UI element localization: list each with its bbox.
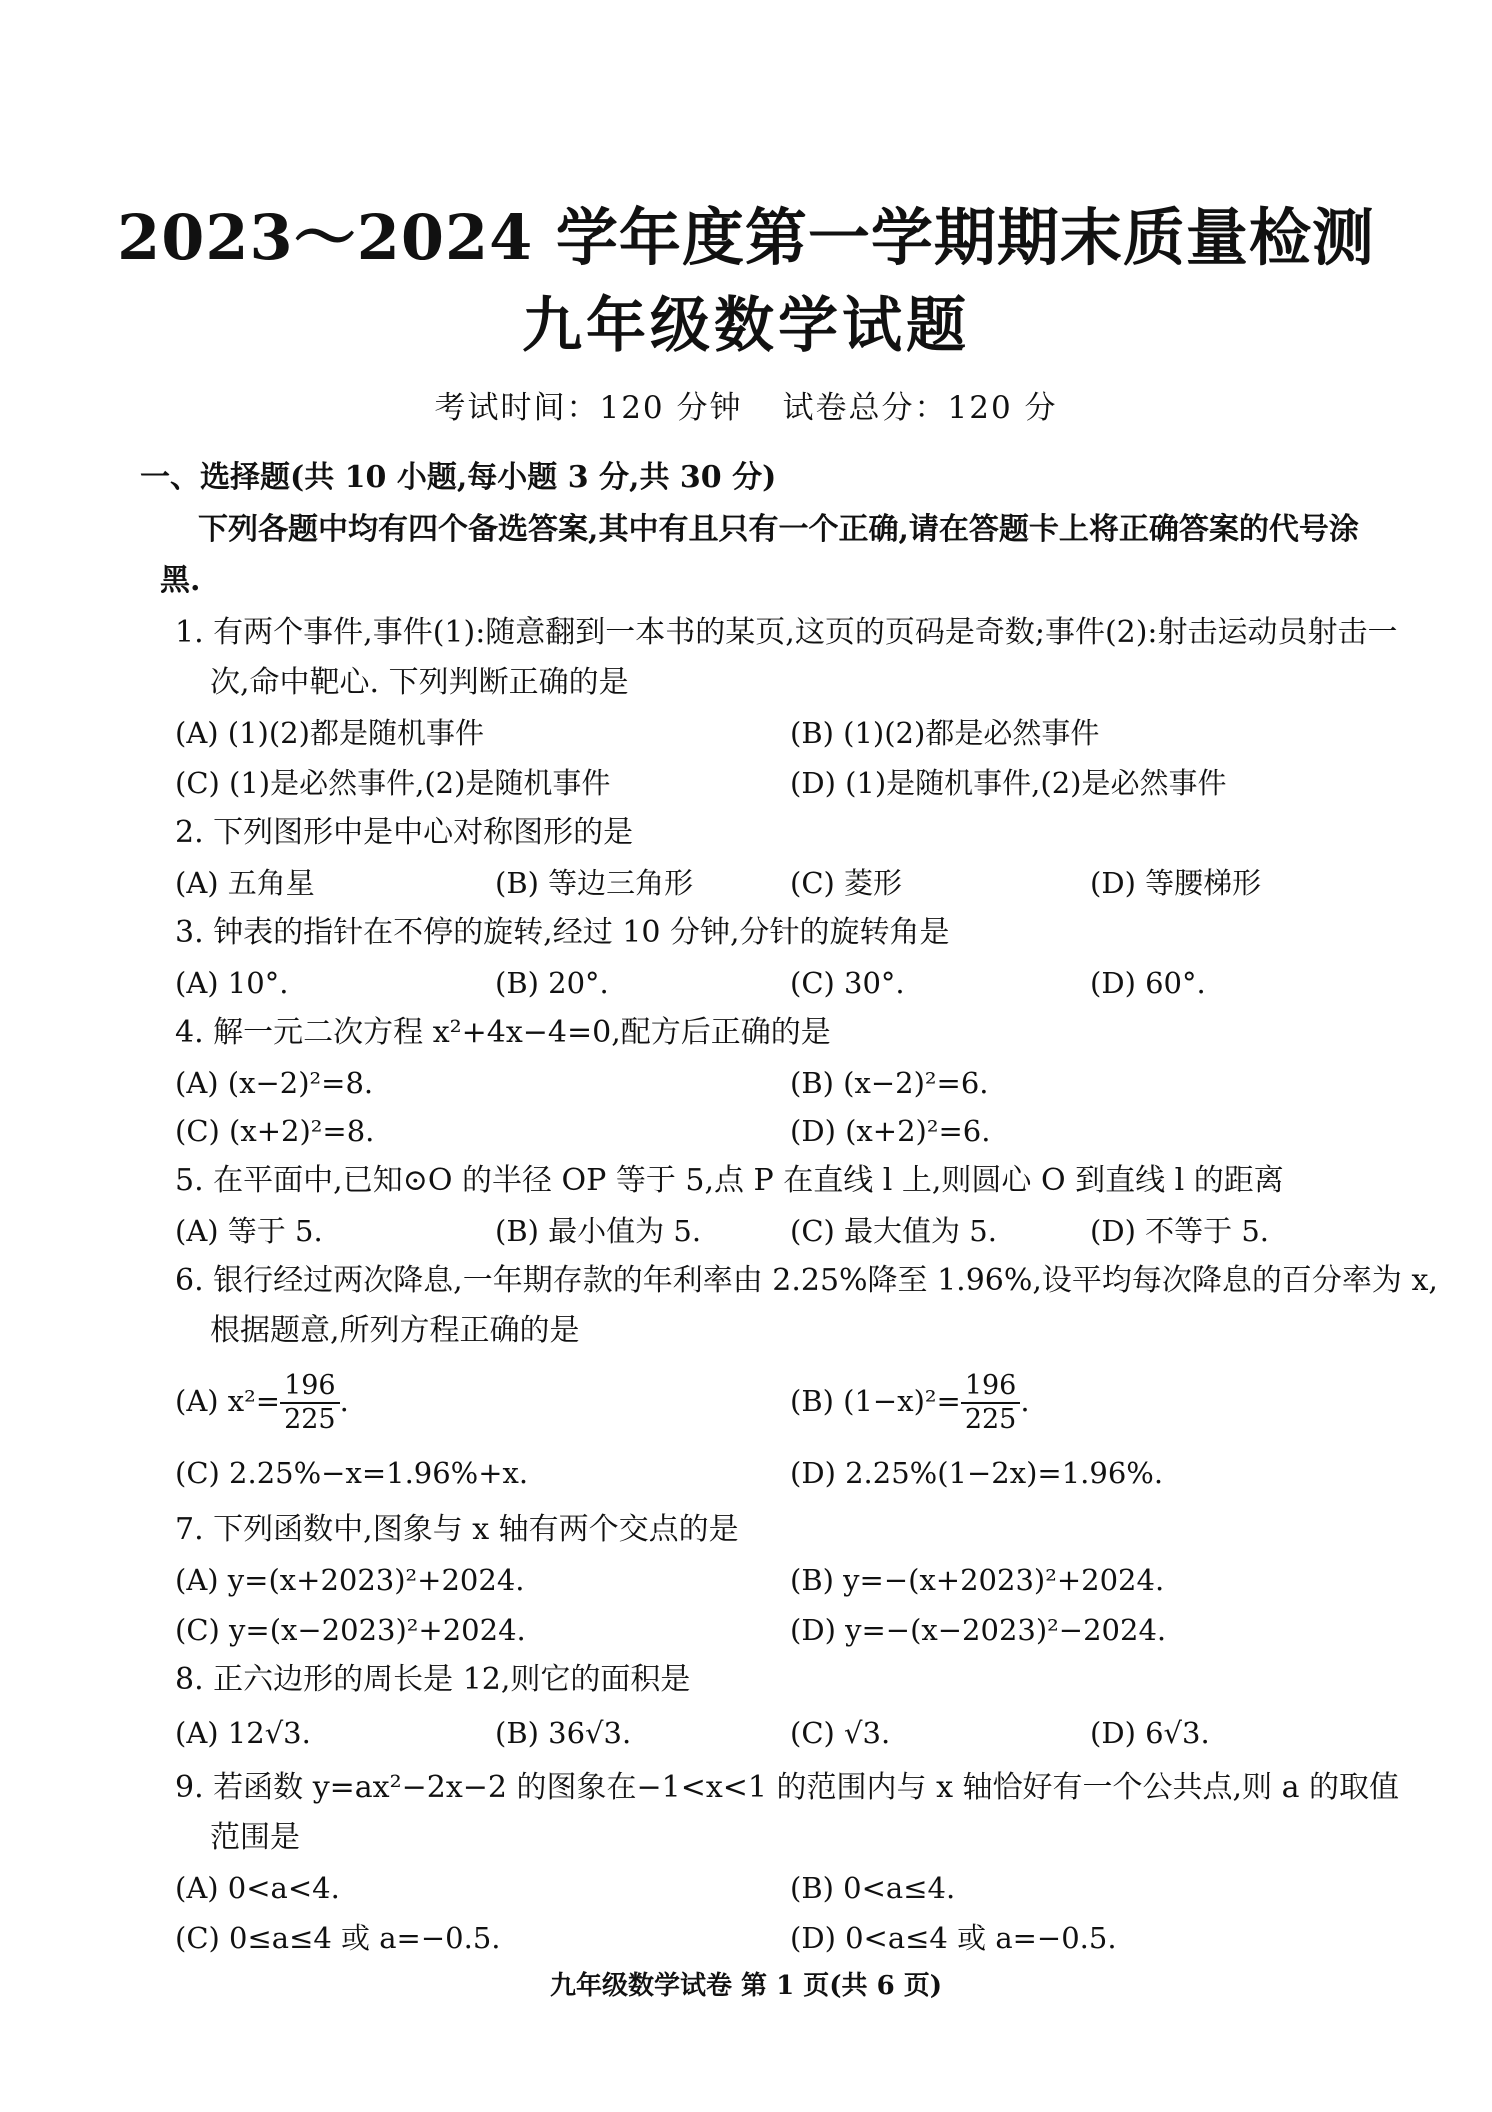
question-2-stem: 2. 下列图形中是中心对称图形的是 bbox=[175, 815, 634, 850]
question-6-stem-line1: 6. 银行经过两次降息,一年期存款的年利率由 2.25%降至 1.96%,设平均每次降息的百分率为 x, bbox=[175, 1263, 1438, 1298]
question-6-option-d: (D) 2.25%(1−2x)=1.96%. bbox=[790, 1456, 1164, 1490]
fraction-numerator: 196 bbox=[280, 1370, 340, 1404]
question-4-option-d: (D) (x+2)²=6. bbox=[790, 1114, 991, 1148]
question-5-option-d: (D) 不等于 5. bbox=[1090, 1214, 1269, 1248]
question-3-option-a: (A) 10°. bbox=[175, 966, 289, 1000]
section-instruction-line1: 下列各题中均有四个备选答案,其中有且只有一个正确,请在答题卡上将正确答案的代号涂 bbox=[198, 512, 1359, 547]
question-1-option-c: (C) (1)是必然事件,(2)是随机事件 bbox=[175, 766, 611, 800]
question-8-option-d: (D) 6√3. bbox=[1090, 1716, 1210, 1750]
question-2-option-d: (D) 等腰梯形 bbox=[1090, 866, 1262, 900]
fraction-end: . bbox=[1020, 1384, 1030, 1418]
question-5-option-c: (C) 最大值为 5. bbox=[790, 1214, 997, 1248]
question-8-option-c: (C) √3. bbox=[790, 1716, 891, 1750]
question-1-stem-line1: 1. 有两个事件,事件(1):随意翻到一本书的某页,这页的页码是奇数;事件(2):射击运动员射击一 bbox=[175, 615, 1398, 650]
section-heading: 一、选择题(共 10 小题,每小题 3 分,共 30 分) bbox=[140, 460, 777, 495]
question-7-stem: 7. 下列函数中,图象与 x 轴有两个交点的是 bbox=[175, 1512, 739, 1547]
question-1-stem-line2: 次,命中靶心. 下列判断正确的是 bbox=[210, 665, 629, 700]
fraction bbox=[280, 1370, 340, 1436]
fraction-end: . bbox=[339, 1384, 349, 1418]
question-6-stem-line2: 根据题意,所列方程正确的是 bbox=[210, 1313, 580, 1348]
question-1-option-d: (D) (1)是随机事件,(2)是必然事件 bbox=[790, 766, 1227, 800]
question-1-option-b: (B) (1)(2)都是必然事件 bbox=[790, 716, 1100, 750]
question-6-option-a bbox=[175, 1370, 349, 1436]
question-7-option-d: (D) y=−(x−2023)²−2024. bbox=[790, 1613, 1167, 1647]
question-5-stem: 5. 在平面中,已知⊙O 的半径 OP 等于 5,点 P 在直线 l 上,则圆心 O 到直线 l 的距离 bbox=[175, 1163, 1284, 1198]
question-3-option-d: (D) 60°. bbox=[1090, 966, 1206, 1000]
question-7-option-c: (C) y=(x−2023)²+2024. bbox=[175, 1613, 526, 1647]
question-7-option-b: (B) y=−(x+2023)²+2024. bbox=[790, 1563, 1165, 1597]
question-6-option-b bbox=[790, 1370, 1030, 1436]
question-8-option-b: (B) 36√3. bbox=[495, 1716, 632, 1750]
question-5-option-a: (A) 等于 5. bbox=[175, 1214, 323, 1248]
question-1-option-a: (A) (1)(2)都是随机事件 bbox=[175, 716, 484, 750]
total-score: 试卷总分：120 分 bbox=[782, 390, 1058, 426]
question-9-stem-line2: 范围是 bbox=[210, 1820, 300, 1855]
question-9-option-b: (B) 0<a≤4. bbox=[790, 1871, 956, 1905]
question-6-option-a-prefix: (A) x²= bbox=[175, 1384, 281, 1418]
exam-time: 考试时间：120 分钟 bbox=[434, 390, 743, 426]
question-6-option-b-prefix: (B) (1−x)²= bbox=[790, 1384, 961, 1418]
question-8-option-a: (A) 12√3. bbox=[175, 1716, 311, 1750]
fraction bbox=[961, 1370, 1021, 1436]
question-2-option-c: (C) 菱形 bbox=[790, 866, 903, 900]
page-footer: 九年级数学试卷 第 1 页(共 6 页) bbox=[549, 1971, 943, 2001]
question-6-option-c: (C) 2.25%−x=1.96%+x. bbox=[175, 1456, 529, 1490]
question-7-option-a: (A) y=(x+2023)²+2024. bbox=[175, 1563, 525, 1597]
question-4-option-a: (A) (x−2)²=8. bbox=[175, 1066, 374, 1100]
exam-info bbox=[0, 382, 1492, 427]
fraction-denominator: 225 bbox=[964, 1404, 1017, 1435]
question-9-option-d: (D) 0<a≤4 或 a=−0.5. bbox=[790, 1921, 1117, 1955]
question-9-stem-line1: 9. 若函数 y=ax²−2x−2 的图象在−1<x<1 的范围内与 x 轴恰好有一个公共点,则 a 的取值 bbox=[175, 1770, 1400, 1805]
question-4-option-b: (B) (x−2)²=6. bbox=[790, 1066, 989, 1100]
question-3-option-b: (B) 20°. bbox=[495, 966, 609, 1000]
question-4-option-c: (C) (x+2)²=8. bbox=[175, 1114, 375, 1148]
question-2-option-b: (B) 等边三角形 bbox=[495, 866, 694, 900]
fraction-numerator: 196 bbox=[961, 1370, 1021, 1404]
question-4-stem: 4. 解一元二次方程 x²+4x−4=0,配方后正确的是 bbox=[175, 1015, 831, 1050]
exam-title: 2023～2024 学年度第一学期期末质量检测 bbox=[117, 201, 1375, 274]
question-9-option-a: (A) 0<a<4. bbox=[175, 1871, 340, 1905]
question-3-option-c: (C) 30°. bbox=[790, 966, 905, 1000]
section-instruction-line2: 黑. bbox=[160, 563, 201, 598]
exam-subtitle: 九年级数学试题 bbox=[522, 291, 970, 361]
question-3-stem: 3. 钟表的指针在不停的旋转,经过 10 分钟,分针的旋转角是 bbox=[175, 915, 950, 950]
question-8-stem: 8. 正六边形的周长是 12,则它的面积是 bbox=[175, 1662, 691, 1697]
question-9-option-c: (C) 0≤a≤4 或 a=−0.5. bbox=[175, 1921, 501, 1955]
question-5-option-b: (B) 最小值为 5. bbox=[495, 1214, 702, 1248]
fraction-denominator: 225 bbox=[284, 1404, 336, 1435]
question-2-option-a: (A) 五角星 bbox=[175, 866, 315, 900]
